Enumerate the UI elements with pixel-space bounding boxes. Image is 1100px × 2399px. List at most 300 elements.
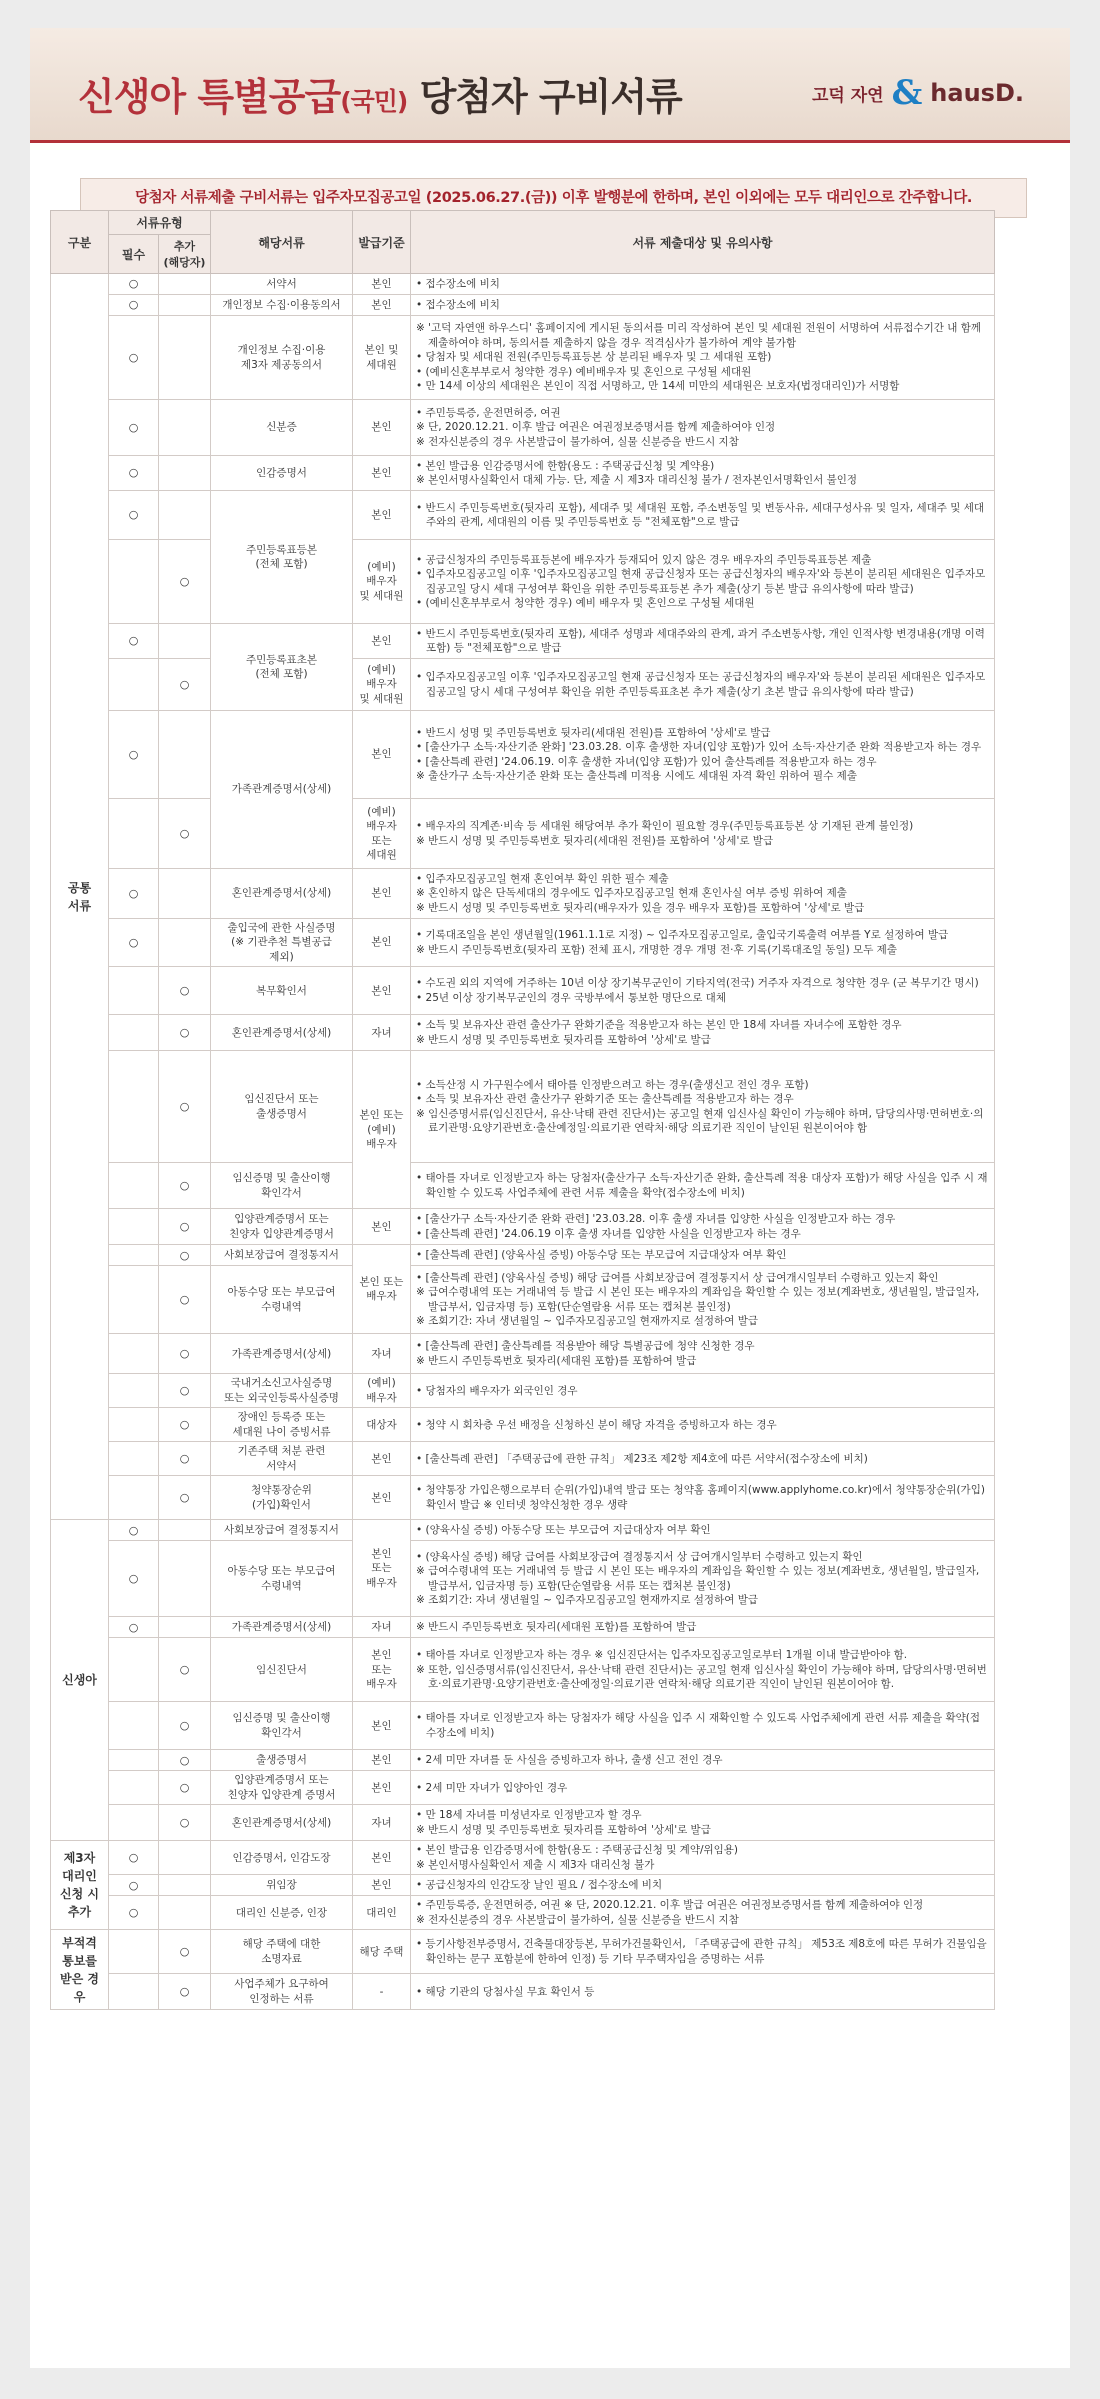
additional-empty (159, 1520, 211, 1541)
document-name: 국내거소신고사실증명 또는 외국인등록사실증명 (211, 1374, 353, 1408)
document-name: 주민등록표초본 (전체 포함) (211, 624, 353, 711)
required-empty (109, 1408, 159, 1442)
note-line: • 만 18세 자녀를 미성년자로 인정받고자 할 경우 (416, 1809, 642, 1822)
document-name: 청약통장순위 (가입)확인서 (211, 1476, 353, 1520)
document-name: 기존주택 처분 관련 서약서 (211, 1442, 353, 1476)
page-title: 신생아 특별공급(국민) 당첨자 구비서류 (78, 75, 682, 119)
document-name: 임신증명 및 출산이행 확인각서 (211, 1702, 353, 1750)
issuer-cell: (예비) 배우자 및 세대원 (353, 540, 411, 624)
required-mark: ○ (109, 1896, 159, 1930)
issuer-cell: (예비) 배우자 또는 세대원 (353, 799, 411, 869)
note-line: • (예비신혼부부로서 청약한 경우) 예비배우자 및 혼인으로 구성될 세대원 (416, 365, 752, 378)
table-row (51, 1520, 995, 1541)
document-name: 서약서 (211, 274, 353, 295)
table-row (51, 274, 995, 295)
note-line: • 2세 미만 자녀를 둔 사실을 증빙하고자 하나, 출생 신고 전인 경우 (416, 1754, 723, 1767)
note-line: • [출산특례 관련] 「주택공급에 관한 규칙」 제23조 제2항 제4호에 따른 서약서(접수장소에 비치) (416, 1452, 868, 1465)
note-line: • 당첨자의 배우자가 외국인인 경우 (416, 1384, 578, 1397)
document-name: 입양관계증명서 또는 친양자 입양관계증명서 (211, 1209, 353, 1245)
note-line: ※ 급여수령내역 또는 거래내역 등 발급 시 본인 또는 배우자의 계좌임을 확인할 수 있는 정보(계좌번호, 생년월일, 발급일자, 발급부서, 입금자명 등) 포함(단순열람용 서류 또는 캡처본 불인정) (416, 1286, 980, 1313)
required-mark: ○ (109, 316, 159, 400)
notes-cell (411, 967, 995, 1015)
additional-mark: ○ (159, 1334, 211, 1374)
table-row (51, 1209, 995, 1245)
table-row (51, 1015, 995, 1051)
issuer-cell: 해당 주택 (353, 1930, 411, 1974)
header-notes: 서류 제출대상 및 유의사항 (411, 211, 995, 274)
additional-empty (159, 1617, 211, 1638)
additional-empty (159, 919, 211, 967)
notes-cell (411, 1875, 995, 1896)
table-row (51, 1974, 995, 2010)
required-empty (109, 1974, 159, 2010)
note-line: ※ 임신증명서류(임신진단서, 유산·낙태 관련 진단서)는 공고일 현재 임신사실 확인이 가능해야 하며, 담당의사명·면허번호·의료기관명·요양기관번호·출산예정일·의료기관 연락처·해당 의료기관 직인이 날인된 원본이어야 함 (416, 1107, 984, 1135)
notes-cell (411, 919, 995, 967)
document-name: 혼인관계증명서(상세) (211, 1015, 353, 1051)
notice-banner: 당첨자 서류제출 구비서류는 입주자모집공고일 (2025.06.27.(금)) 이후 발행분에 한하며, 본인 이외에는 모두 대리인으로 간주합니다. (80, 178, 1027, 218)
issuer-cell: 본인 (353, 1875, 411, 1896)
additional-empty (159, 274, 211, 295)
note-line: ※ 반드시 성명 및 주민등록번호 뒷자리(세대원 전원)를 포함하여 '상세'로 발급 (416, 834, 774, 847)
notes-cell (411, 1245, 995, 1266)
additional-mark: ○ (159, 967, 211, 1015)
additional-mark: ○ (159, 1266, 211, 1334)
document-name: 대리인 신분증, 인장 (211, 1896, 353, 1930)
logo-ampersand: & (891, 73, 923, 113)
required-mark: ○ (109, 624, 159, 659)
additional-mark: ○ (159, 1408, 211, 1442)
table-row (51, 1805, 995, 1841)
note-line: • 태아를 자녀로 인정받고자 하는 경우 ※ 임신진단서는 입주자모집공고일로부터 1개월 이내 발급받아야 함. (416, 1649, 908, 1662)
required-empty (109, 1209, 159, 1245)
category-cell: 공통 서류 (51, 274, 109, 1520)
table-row (51, 1750, 995, 1771)
issuer-cell: 자녀 (353, 1334, 411, 1374)
additional-mark: ○ (159, 1209, 211, 1245)
table-row (51, 799, 995, 869)
document-name: 입양관계증명서 또는 친양자 입양관계 증명서 (211, 1771, 353, 1805)
note-line: ※ 반드시 성명 및 주민등록번호 뒷자리(배우자가 있을 경우 배우자 포함)를 포함하여 '상세'로 발급 (416, 901, 865, 914)
required-mark: ○ (109, 491, 159, 540)
note-line: • 2세 미만 자녀가 입양아인 경우 (416, 1781, 568, 1794)
additional-empty (159, 400, 211, 456)
issuer-cell: 본인 (353, 967, 411, 1015)
required-mark: ○ (109, 1875, 159, 1896)
issuer-cell: 대리인 (353, 1896, 411, 1930)
additional-mark: ○ (159, 1374, 211, 1408)
issuer-cell: 본인 및 세대원 (353, 316, 411, 400)
issuer-cell: 자녀 (353, 1805, 411, 1841)
document-name: 출입국에 관한 사실증명 (※ 기관추천 특별공급 제외) (211, 919, 353, 967)
table-row (51, 711, 995, 799)
additional-empty (159, 1896, 211, 1930)
documents-table (50, 210, 995, 2010)
table-row (51, 624, 995, 659)
required-empty (109, 1374, 159, 1408)
note-line: • 만 14세 이상의 세대원은 본인이 직접 서명하고, 만 14세 미만의 세대원은 보호자(법정대리인)가 서명함 (416, 380, 900, 393)
issuer-cell: 본인 또는 (예비) 배우자 (353, 1051, 411, 1209)
notes-cell (411, 1841, 995, 1875)
issuer-cell: (예비) 배우자 (353, 1374, 411, 1408)
table-row (51, 295, 995, 316)
note-line: • 소득 및 보유자산 관련 출산가구 완화기준을 적용받고자 하는 본인 만 18세 자녀를 자녀수에 포함한 경우 (416, 1019, 902, 1032)
additional-empty (159, 711, 211, 799)
table-row (51, 540, 995, 624)
logo-brand-text: hausD. (930, 79, 1024, 107)
notes-cell (411, 1520, 995, 1541)
additional-mark: ○ (159, 1051, 211, 1163)
note-line: • 접수장소에 비치 (416, 298, 500, 311)
notes-cell (411, 1334, 995, 1374)
note-line: ※ 전자신분증의 경우 사본발급이 불가하여, 실물 신분증을 반드시 지참 (416, 435, 739, 448)
issuer-cell: 본인 (353, 919, 411, 967)
required-empty (109, 967, 159, 1015)
document-name: 가족관계증명서(상세) (211, 1617, 353, 1638)
issuer-cell: (예비) 배우자 및 세대원 (353, 659, 411, 711)
table-row (51, 491, 995, 540)
note-line: • 태아를 자녀로 인정받고자 하는 당첨자(출산가구 소득·자산기준 완화, 출산특례 적용 대상자 포함)가 해당 사실을 입주 시 재확인할 수 있도록 사업주체에 관련 서류 제출을 확약(접수장소에 비치) (416, 1172, 988, 1199)
note-line: ※ 반드시 성명 및 주민등록번호 뒷자리를 포함하여 '상세'로 발급 (416, 1033, 711, 1046)
required-mark: ○ (109, 869, 159, 919)
notes-cell (411, 540, 995, 624)
notes-cell (411, 1974, 995, 2010)
note-line: • [출산가구 소득·자산기준 완화 관련] '23.03.28. 이후 출생 자녀를 입양한 사실을 인정받고자 하는 경우 (416, 1213, 896, 1226)
notes-cell (411, 1617, 995, 1638)
additional-empty (159, 456, 211, 491)
notes-cell (411, 1051, 995, 1163)
additional-mark: ○ (159, 1750, 211, 1771)
required-empty (109, 1266, 159, 1334)
notes-cell (411, 316, 995, 400)
note-line: ※ 단, 2020.12.21. 이후 발급 여권은 여권정보증명서를 함께 제출하여야 인정 (416, 421, 776, 434)
additional-empty (159, 1541, 211, 1617)
required-empty (109, 799, 159, 869)
note-line: • 등기사항전부증명서, 건축물대장등본, 무허가건물확인서, 「주택공급에 관한 규칙」 제53조 제8호에 따른 무허가 건물임을 확인하는 문구 포함분에 한하여 인정) 등 기타 무주택자임을 증명하는 서류 (416, 1938, 987, 1965)
document-name: 아동수당 또는 부모급여 수령내역 (211, 1541, 353, 1617)
additional-empty (159, 491, 211, 540)
document-name: 출생증명서 (211, 1750, 353, 1771)
required-empty (109, 1805, 159, 1841)
note-line: • 25년 이상 장기복무군인의 경우 국방부에서 통보한 명단으로 대체 (416, 991, 726, 1004)
notes-cell (411, 1638, 995, 1702)
table-row (51, 1541, 995, 1617)
required-empty (109, 1163, 159, 1209)
note-line: ※ 급여수령내역 또는 거래내역 등 발급 시 본인 또는 배우자의 계좌임을 확인할 수 있는 정보(계좌번호, 생년월일, 발급일자, 발급부서, 입금자명 등) 포함(단순열람용 서류 또는 캡처본 불인정) (416, 1565, 980, 1592)
notes-cell (411, 1541, 995, 1617)
issuer-cell: 본인 (353, 1771, 411, 1805)
note-line: • [출산특례 관련] (양육사실 증빙) 아동수당 또는 부모급여 지급대상자 여부 확인 (416, 1249, 787, 1262)
additional-mark: ○ (159, 1163, 211, 1209)
notes-cell (411, 1266, 995, 1334)
notes-cell (411, 1702, 995, 1750)
issuer-cell: 본인 (353, 1841, 411, 1875)
document-name: 임신진단서 또는 출생증명서 (211, 1051, 353, 1163)
notes-cell (411, 1442, 995, 1476)
document-name: 주민등록표등본 (전체 포함) (211, 491, 353, 624)
note-line: • 청약통장 가입은행으로부터 순위(가입)내역 발급 또는 청약홈 홈페이지(www.applyhome.co.kr)에서 청약통장순위(가입)확인서 발급 ※ 인터넷 청약신청한 경우 생략 (416, 1484, 985, 1511)
table-row (51, 1051, 995, 1163)
additional-mark: ○ (159, 1442, 211, 1476)
notes-cell (411, 1750, 995, 1771)
required-empty (109, 659, 159, 711)
category-cell: 제3자 대리인 신청 시 추가 (51, 1841, 109, 1930)
table-row (51, 1702, 995, 1750)
additional-mark: ○ (159, 1015, 211, 1051)
table-row (51, 1771, 995, 1805)
note-line: ※ 전자신분증의 경우 사본발급이 불가하여, 실물 신분증을 반드시 지참 (416, 1913, 739, 1926)
required-mark: ○ (109, 1541, 159, 1617)
note-line: • [출산특례 관련] (양육사실 증빙) 해당 급여를 사회보장급여 결정통지서 상 급여개시일부터 수령하고 있는지 확인 (416, 1271, 939, 1284)
note-line: • 입주자모집공고일 이후 '입주자모집공고일 현재 공급신청자 또는 공급신청자의 배우자'와 등본이 분리된 세대원은 입주자모집공고일 당시 세대 구성여부 확인을 위한 주민등록표초본 추가 제출(상기 초본 발급 유의사항에 따라 발급) (416, 671, 986, 698)
header-banner (30, 28, 1070, 143)
additional-mark: ○ (159, 659, 211, 711)
issuer-cell: 본인 (353, 1209, 411, 1245)
header-document: 해당서류 (211, 211, 353, 274)
note-line: • 청약 시 회차층 우선 배정을 신청하신 분이 해당 자격을 증빙하고자 하는 경우 (416, 1418, 777, 1431)
note-line: • 당첨자 및 세대원 전원(주민등록표등본 상 분리된 배우자 및 그 세대원 포함) (416, 351, 772, 364)
document-name: 아동수당 또는 부모급여 수령내역 (211, 1266, 353, 1334)
required-mark: ○ (109, 1841, 159, 1875)
note-line: • 접수장소에 비치 (416, 277, 500, 290)
table-row (51, 1638, 995, 1702)
note-line: ※ 또한, 임신증명서류(임신진단서, 유산·낙태 관련 진단서)는 공고일 현재 임신사실 확인이 가능해야 하며, 담당의사명·면허번호·의료기관명·요양기관번호·출산예정일·의료기관 연락처·해당 의료기관 직인이 날인된 원본이어야 함. (416, 1663, 987, 1691)
table-row (51, 1617, 995, 1638)
note-line: ※ 반드시 주민등록번호 뒷자리(세대원 포함)를 포함하여 발급 (416, 1621, 697, 1634)
required-empty (109, 1245, 159, 1266)
additional-mark: ○ (159, 1771, 211, 1805)
table-row (51, 967, 995, 1015)
table-row (51, 1163, 995, 1209)
notes-cell (411, 1408, 995, 1442)
logo-korean-text: 고덕 자연 (811, 85, 884, 106)
additional-mark: ○ (159, 1638, 211, 1702)
category-cell: 신생아 (51, 1520, 109, 1841)
table-row (51, 1930, 995, 1974)
table-row (51, 456, 995, 491)
required-mark: ○ (109, 711, 159, 799)
note-line: • (예비신혼부부로서 청약한 경우) 예비 배우자 및 혼인으로 구성될 세대원 (416, 596, 755, 609)
document-name: 임신진단서 (211, 1638, 353, 1702)
additional-empty (159, 869, 211, 919)
notes-cell (411, 1374, 995, 1408)
issuer-cell: 대상자 (353, 1408, 411, 1442)
document-name: 개인정보 수집·이용동의서 (211, 295, 353, 316)
required-empty (109, 1334, 159, 1374)
required-empty (109, 1015, 159, 1051)
document-name: 개인정보 수집·이용 제3자 제공동의서 (211, 316, 353, 400)
issuer-cell: - (353, 1974, 411, 2010)
additional-mark: ○ (159, 1805, 211, 1841)
issuer-cell: 본인 또는 배우자 (353, 1638, 411, 1702)
issuer-cell: 자녀 (353, 1015, 411, 1051)
table-row (51, 1841, 995, 1875)
note-line: ※ 반드시 주민등록번호(뒷자리 포함) 전체 표시, 개명한 경우 개명 전·후 기록(기록대조일 동일) 모두 제출 (416, 943, 897, 956)
required-empty (109, 1442, 159, 1476)
notes-cell (411, 1771, 995, 1805)
document-name: 혼인관계증명서(상세) (211, 1805, 353, 1841)
required-empty (109, 1771, 159, 1805)
table-row (51, 1408, 995, 1442)
issuer-cell: 본인 (353, 295, 411, 316)
additional-mark: ○ (159, 1702, 211, 1750)
required-empty (109, 540, 159, 624)
additional-mark: ○ (159, 799, 211, 869)
issuer-cell: 본인 (353, 491, 411, 540)
table-row (51, 400, 995, 456)
note-line: • 반드시 주민등록번호(뒷자리 포함), 세대주 성명과 세대주와의 관계, 과거 주소변동사항, 개인 인적사항 변경내용(개명 이력 포함) 등 "전체포함"으로 발급 (416, 627, 985, 654)
document-name: 사회보장급여 결정통지서 (211, 1245, 353, 1266)
required-mark: ○ (109, 295, 159, 316)
note-line: ※ '고덕 자연앤 하우스디' 홈페이지에 게시된 동의서를 미리 작성하여 본인 및 세대원 전원이 서명하여 서류접수기간 내 함께 제출하여야 하며, 동의서를 제출하지 않을 경우 적격심사가 불가하여 계약 불가함 (416, 322, 981, 349)
required-mark: ○ (109, 400, 159, 456)
document-name: 해당 주택에 대한 소명자료 (211, 1930, 353, 1974)
notes-cell (411, 711, 995, 799)
required-mark: ○ (109, 1617, 159, 1638)
notes-cell (411, 491, 995, 540)
issuer-cell: 본인 (353, 456, 411, 491)
table-row (51, 1875, 995, 1896)
issuer-cell: 본인 (353, 711, 411, 799)
table-body (51, 274, 995, 2010)
note-line: ※ 반드시 주민등록번호 뒷자리(세대원 포함)를 포함하여 발급 (416, 1354, 697, 1367)
notes-cell (411, 799, 995, 869)
notes-cell (411, 659, 995, 711)
note-line: • (양육사실 증빙) 아동수당 또는 부모급여 지급대상자 여부 확인 (416, 1524, 711, 1537)
table-row (51, 869, 995, 919)
table-row (51, 659, 995, 711)
note-line: • 배우자의 직계존·비속 등 세대원 해당여부 추가 확인이 필요할 경우(주민등록표등본 상 기재된 관계 불인정) (416, 820, 914, 833)
notes-cell (411, 1209, 995, 1245)
notes-cell (411, 1163, 995, 1209)
issuer-cell: 본인 (353, 1702, 411, 1750)
required-empty (109, 1638, 159, 1702)
brand-logo (811, 73, 1024, 113)
notes-cell (411, 1015, 995, 1051)
issuer-cell: 본인 (353, 869, 411, 919)
additional-empty (159, 1841, 211, 1875)
note-line: • 소득 및 보유자산 관련 출산가구 완화기준 또는 출산특례를 적용받고자 하는 경우 (416, 1093, 794, 1106)
table-row (51, 919, 995, 967)
required-mark: ○ (109, 1520, 159, 1541)
table-row (51, 1896, 995, 1930)
header-doc-type: 서류유형 (109, 211, 211, 235)
note-line: • 소득산정 시 가구원수에서 태아를 인정받으려고 하는 경우(출생신고 전인 경우 포함) (416, 1078, 809, 1091)
note-line: • 해당 기관의 당첨사실 무효 확인서 등 (416, 1985, 595, 1998)
note-line: ※ 혼인하지 않은 단독세대의 경우에도 입주자모집공고일 현재 혼인사실 여부 증빙 위하여 제출 (416, 887, 847, 900)
additional-empty (159, 295, 211, 316)
note-line: ※ 조회기간: 자녀 생년월일 ~ 입주자모집공고일 현재까지로 설정하여 발급 (416, 1315, 758, 1328)
note-line: ※ 본인서명사실확인서 제출 시 제3자 대리신청 불가 (416, 1858, 655, 1871)
document-name: 인감증명서, 인감도장 (211, 1841, 353, 1875)
required-empty (109, 1702, 159, 1750)
notes-cell (411, 1805, 995, 1841)
notes-cell (411, 869, 995, 919)
table-row (51, 1334, 995, 1374)
additional-empty (159, 316, 211, 400)
notes-cell (411, 400, 995, 456)
notes-cell (411, 295, 995, 316)
note-line: • 수도권 외의 지역에 거주하는 10년 이상 장기복무군인이 기타지역(전국) 거주자 자격으로 청약한 경우 (군 복무기간 명시) (416, 977, 979, 990)
note-line: • [출산가구 소득·자산기준 완화] '23.03.28. 이후 출생한 자녀(입양 포함)가 있어 소득·자산기준 완화 적용받고자 하는 경우 (416, 741, 982, 754)
table-row (51, 1442, 995, 1476)
required-mark: ○ (109, 919, 159, 967)
notes-cell (411, 456, 995, 491)
document-name: 사업주체가 요구하여 인정하는 서류 (211, 1974, 353, 2010)
note-line: ※ 반드시 성명 및 주민등록번호 뒷자리를 포함하여 '상세'로 발급 (416, 1823, 711, 1836)
note-line: • 반드시 주민등록번호(뒷자리 포함), 세대주 및 세대원 포함, 주소변동일 및 변동사유, 세대구성사유 및 일자, 세대주 및 세대주와의 관계, 세대원의 이름 및 주민등록번호 등 "전체포함"으로 발급 (416, 501, 985, 528)
additional-empty (159, 624, 211, 659)
required-empty (109, 1930, 159, 1974)
notes-cell (411, 274, 995, 295)
additional-empty (159, 1875, 211, 1896)
additional-mark: ○ (159, 1974, 211, 2010)
note-line: • 기록대조일을 본인 생년월일(1961.1.1로 지정) ~ 입주자모집공고일로, 출입국기록출력 여부를 Y로 설정하여 발급 (416, 929, 949, 942)
document-name: 장애인 등록증 또는 세대원 나이 증빙서류 (211, 1408, 353, 1442)
additional-mark: ○ (159, 1930, 211, 1974)
document-name: 혼인관계증명서(상세) (211, 869, 353, 919)
table-row (51, 1266, 995, 1334)
note-line: • 입주자모집공고일 이후 '입주자모집공고일 현재 공급신청자 또는 공급신청자의 배우자'와 등본이 분리된 세대원은 입주자모집공고일 당시 세대 구성여부 확인을 위한 주민등록표등본 추가 제출(상기 등본 발급 유의사항에 따라 발급) (416, 568, 986, 595)
issuer-cell: 본인 (353, 1750, 411, 1771)
table-row (51, 1374, 995, 1408)
notes-cell (411, 1930, 995, 1974)
required-empty (109, 1476, 159, 1520)
note-line: • 태아를 자녀로 인정받고자 하는 당첨자가 해당 사실을 입주 시 재확인할 수 있도록 사업주체에게 관련 서류 제출을 확약(접수장소에 비치) (416, 1712, 981, 1739)
header-category: 구분 (51, 211, 109, 274)
note-line: • 본인 발급용 인감증명서에 한함(용도 : 주택공급신청 및 계약용) (416, 459, 715, 472)
note-line: • 주민등록증, 운전면허증, 여권 ※ 단, 2020.12.21. 이후 발급 여권은 여권정보증명서를 함께 제출하여야 인정 (416, 1899, 924, 1912)
note-line: • (양육사실 증빙) 해당 급여를 사회보장급여 결정통지서 상 급여개시일부터 수령하고 있는지 확인 (416, 1550, 863, 1563)
note-line: • 공급신청자의 주민등록표등본에 배우자가 등재되어 있지 않은 경우 배우자의 주민등록표등본 제출 (416, 553, 872, 566)
additional-mark: ○ (159, 1245, 211, 1266)
issuer-cell: 본인 (353, 1442, 411, 1476)
table-row (51, 1245, 995, 1266)
table-row (51, 1476, 995, 1520)
document-name: 사회보장급여 결정통지서 (211, 1520, 353, 1541)
note-line: • [출산특례 관련] '24.06.19. 이후 출생한 자녀(입양 포함)가 있어 출산특례를 적용받고자 하는 경우 (416, 755, 877, 768)
header-required: 필수 (109, 235, 159, 274)
required-empty (109, 1051, 159, 1163)
notes-cell (411, 1896, 995, 1930)
issuer-cell: 본인 (353, 400, 411, 456)
header-issuer: 발급기준 (353, 211, 411, 274)
issuer-cell: 본인 (353, 624, 411, 659)
note-line: • 주민등록증, 운전면허증, 여권 (416, 406, 561, 419)
additional-mark: ○ (159, 540, 211, 624)
note-line: • 입주자모집공고일 현재 혼인여부 확인 위한 필수 제출 (416, 872, 669, 885)
issuer-cell: 본인 (353, 274, 411, 295)
required-mark: ○ (109, 456, 159, 491)
note-line: ※ 조회기간: 자녀 생년월일 ~ 입주자모집공고일 현재까지로 설정하여 발급 (416, 1594, 758, 1607)
issuer-cell: 본인 또는 배우자 (353, 1520, 411, 1617)
note-line: • 공급신청자의 인감도장 날인 필요 / 접수장소에 비치 (416, 1879, 663, 1892)
note-line: • 본인 발급용 인감증명서에 한함(용도 : 주택공급신청 및 계약/위임용) (416, 1844, 739, 1857)
document-name: 신분증 (211, 400, 353, 456)
issuer-cell: 자녀 (353, 1617, 411, 1638)
issuer-cell: 본인 또는 배우자 (353, 1245, 411, 1334)
document-name: 인감증명서 (211, 456, 353, 491)
header-additional: 추가 (해당자) (159, 235, 211, 274)
document-name: 가족관계증명서(상세) (211, 711, 353, 869)
issuer-cell: 본인 (353, 1476, 411, 1520)
required-mark: ○ (109, 274, 159, 295)
note-line: ※ 본인서명사실확인서 대체 가능. 단, 제출 시 제3자 대리신청 불가 / 전자본인서명확인서 불인정 (416, 474, 858, 486)
note-line: • [출산특례 관련] 출산특례를 적용받아 해당 특별공급에 청약 신청한 경우 (416, 1340, 755, 1353)
note-line: ※ 출산가구 소득·자산기준 완화 또는 출산특례 미적용 시에도 세대원 자격 확인 위하여 필수 제출 (416, 769, 857, 782)
document-name: 가족관계증명서(상세) (211, 1334, 353, 1374)
document-name: 복무확인서 (211, 967, 353, 1015)
required-empty (109, 1750, 159, 1771)
